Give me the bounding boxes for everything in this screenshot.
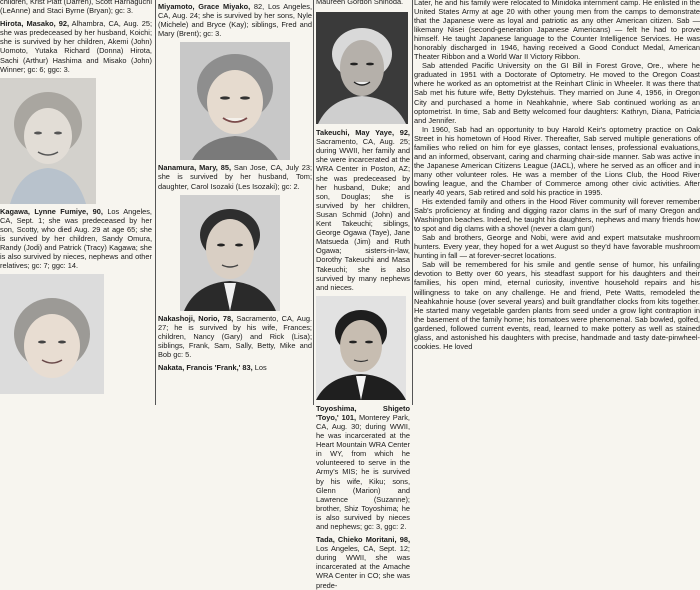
- obituary-nakashoji: [158, 314, 312, 359]
- obituary-text: Los Angeles, CA, Sept. 1; she was predeceased by her son, Scotty, who died Aug. 29 at age 65; she is survived by her children, Sandy Omura, Randy (Jodi) and Patrick (Tracy) Kagawa; she is also survived by nieces, nephews and other relatives; gc: 7; ggc: 14.: [0, 206, 152, 271]
- article-paragraph: In 1960, Sab had an opportunity to buy Harold Keir's optometry practice on Oak Street in his hometown of Hood River. Thereafter, Sab served multiple generations of families who relied on him for eye glasses, contact lenses, professional evaluations, and an informed, observant, caring and charming chair-side manner. Sab was active in the Japanese American Citizens League (JACL), where he served as an officer and in many other volunteer roles. He was a member of the Lions Club, the Hood River bowling league, and the Chamber of Commerce among other civic activities. After nearly 40 years, Sab retired and sold his practice in 1995.: [414, 124, 700, 197]
- obituary-nakata: [158, 363, 312, 372]
- article-paragraph: Sab attended Pacific University on the GI Bill in Forest Grove, Ore., where he graduated in 1951 with a Doctorate of Optometry. He moved to the Oregon Coast where he worked as an optometrist at the Reinhart Clinic in Wheeler. It was there that Sab met his future wife, Betty Dykstehuis. They married on June 4, 1956, in Oregon City and purchased a home in Neahkahnie, where Sab continued working as an optometrist. In time, Sab and Betty welcomed four daughters: Kathryn, Diana, Patricia and Jennifer.: [414, 61, 700, 125]
- obituary-text: Monterey Park, CA, Aug. 30; during WWII, he was incarcerated at the Heart Mountain WRA Center in WY, from which he volunteered to serve in the Army's MIS; he is survived by his wife, Kiku; sons, Glenn (Marion) and Lawrence (Suzanne); brother, Shiz Toyoshima; he is also survived by nieces and nephews; gc: 3, ggc: 2.: [316, 412, 410, 531]
- obituary-text: 82, Los Angeles, CA, Aug. 24; she is survived by her sons, Nyle (Michele) and Bryce (Kay); siblings, Fred and Mary (Brent); gc: 3.: [158, 2, 312, 39]
- article-paragraph: Sab and brothers, George and Nobi, were avid and expert matsutake mushroom hunters. Every year, they hoped for a wet August so they'd have favorable mushroom hunting in fall — at forever-secret locations.: [414, 233, 700, 261]
- obituary-nanamura: [158, 163, 312, 190]
- obituary-toyoshima: [316, 404, 410, 531]
- obituary-name: Hirota, Masako, 92,: [0, 19, 70, 29]
- obituary-kagawa: [0, 207, 152, 271]
- portrait-photo-takeuchi: [316, 12, 408, 124]
- portrait-photo-nakashoji: [180, 195, 280, 311]
- tribute-article-column: [414, 0, 700, 405]
- obituary-fragment-top: children, Krist Platt (Darren), Scott Harnaguchi (LeAnne) and Staci Byrne (Bryan); gc: 3.: [0, 0, 152, 16]
- portrait-photo-hirota: [0, 78, 96, 204]
- column-divider: [155, 0, 156, 405]
- obituary-name: Nakata, Francis 'Frank,' 83,: [158, 363, 253, 373]
- portrait-photo-toyoshima: [316, 296, 406, 400]
- obituary-takeuchi: [316, 128, 410, 292]
- obituary-column-1: [0, 0, 152, 405]
- article-paragraph: Sab will be remembered for his smile and gentle sense of humor, his unfailing devotion to Betty over 60 years, his steadfast support for his daughters and their families, his open mind, eternal curiosity, inventive household repairs and his willingness to take on any challenge. He and friend, Pete Watts, remodeled the Neahkahnie house (over several years) and built grandfather clocks from kits together. He started many vegetable garden plants from seed under a grow light contraption in the basement of the family home; his tomatoes were phenomenal. Sab bowled, golfed, gardened, followed current events, read, learned to make pottery as well as stained glass, and astonished his daughters with precise, handmade and tasty date-pinwheel-cookies. He loved: [414, 260, 700, 351]
- tribute-article-body: [414, 0, 700, 351]
- obituary-miyamoto: [158, 2, 312, 38]
- obituary-text: Sacramento, CA, Aug. 25; during WWII, her family and she were incarcerated at the WRA Center in Poston, AZ; she was predeceased by her husband, Duke; and son, Douglas; she is survived by her children, Susan Schmid (John) and Kent Takeuchi; siblings, George Ogawa (Taye), Jane Matsueda (Jim) and Ruth Ogawa; sisters-in-law, Dorothy Takeuchi and Masa Takeuchi; she is also survived by many nephews and nieces.: [316, 137, 410, 292]
- obituary-name: Toyoshima, Shigeto 'Toyo,' 101,: [316, 403, 410, 422]
- obituary-name: Nanamura, Mary, 85,: [158, 163, 232, 173]
- obituary-fragment-top: Maureen Gordon Shinoda.: [316, 0, 404, 6]
- obituary-text: San Jose, CA, July 23; she is survived by her husband, Tom; daughter, Carol Isozaki (Les Isozaki); gc: 2.: [158, 163, 312, 191]
- column-divider: [412, 0, 413, 405]
- obituary-text: Los Angeles, CA, Sept. 12; during WWII, she was incarcerated at the Amache WRA Center in CO; she was prede-: [316, 544, 410, 590]
- portrait-photo-nanamura: [180, 42, 290, 160]
- article-paragraph: His extended family and others in the Hood River community will forever remember Sab's proficiency at finding and digging razor clams in the surf of many Oregon and Washington beaches. Indeed, he taught his daughters, nephews and many friends how to spot and dig clams with a shovel (never a clam gun!): [414, 197, 700, 234]
- obituary-tada: [316, 535, 410, 590]
- column-divider: [313, 0, 314, 405]
- portrait-photo-kagawa: [0, 274, 104, 394]
- obituary-text: Los: [252, 363, 267, 373]
- obituary-name: Takeuchi, May Yaye, 92,: [316, 128, 410, 138]
- obituary-text: Alhambra, CA, Aug. 25; she was predeceased by her husband, Koichi; she is survived by her children, Akemi (John) Uomoto, Yutaka Richard (Donna) Hirota, Sachi (Arthur) Hashima and Misako (John) Winner; gc: 6; ggc: 3.: [0, 19, 152, 74]
- obituary-column-2: [158, 0, 312, 405]
- obituary-name: Kagawa, Lynne Fumiye, 90,: [0, 206, 103, 216]
- obituary-text: Sacramento, CA, Aug. 27; he is survived by his wife, Frances; children, Nancy (Gary) and Rick (Lisa); siblings, Frank, Sam, Sally, Betty, Mike and Bob gc: 5.: [158, 313, 312, 360]
- obituary-name: Miyamoto, Grace Miyako,: [158, 2, 251, 11]
- obituary-column-3: [316, 0, 410, 590]
- obituary-hirota: [0, 19, 152, 74]
- obituary-name: Nakashoji, Norio, 78,: [158, 313, 234, 323]
- obituary-name: Tada, Chieko Moritani, 98,: [316, 535, 410, 545]
- article-paragraph: Later, he and his family were relocated to Minidoka internment camp. He enlisted in the United States Army at age 20 with other young men from the camps to demonstrate that the Japanese were as loyal and patriotic as any other American citizen. Sab — likemany Nisei (second-generation Japanese Americans) — felt he had to prove himself. He taught Japanese language to the Counter Intelligence Services. He was honorably discharged in 1946, having received a Good Conduct Medal, American Theater Ribbon and a World War II Victory Ribbon.: [414, 0, 700, 62]
